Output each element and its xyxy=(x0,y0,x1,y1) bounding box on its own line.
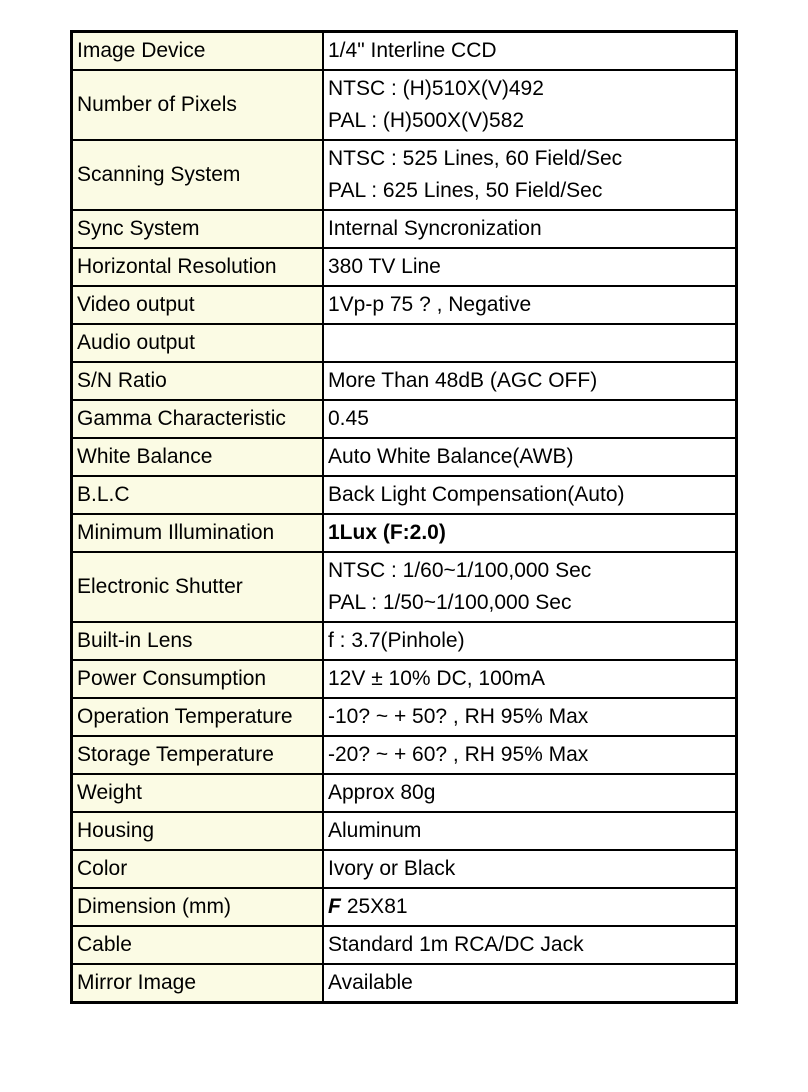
spec-row xyxy=(72,552,737,622)
spec-value xyxy=(323,622,737,660)
spec-label: Sync System xyxy=(72,210,324,248)
spec-value xyxy=(323,964,737,1003)
spec-label: Mirror Image xyxy=(72,964,324,1003)
spec-label: Horizontal Resolution xyxy=(72,248,324,286)
spec-value-line: Back Light Compensation(Auto) xyxy=(328,483,625,506)
spec-row xyxy=(72,926,737,964)
spec-row xyxy=(72,698,737,736)
spec-label: Operation Temperature xyxy=(72,698,324,736)
spec-label: B.L.C xyxy=(72,476,324,514)
spec-value-line: PAL : (H)500X(V)582 xyxy=(328,109,525,132)
spec-label: Built-in Lens xyxy=(72,622,324,660)
spec-row xyxy=(72,286,737,324)
spec-value xyxy=(323,286,737,324)
spec-value-line: Internal Syncronization xyxy=(328,217,542,240)
spec-value xyxy=(323,850,737,888)
spec-row xyxy=(72,476,737,514)
spec-row xyxy=(72,400,737,438)
spec-value xyxy=(323,736,737,774)
spec-value xyxy=(323,660,737,698)
spec-row xyxy=(72,622,737,660)
spec-value-line: f : 3.7(Pinhole) xyxy=(328,629,465,652)
spec-table-body xyxy=(72,32,737,1003)
spec-value-line: NTSC : 525 Lines, 60 Field/Sec xyxy=(328,147,623,170)
spec-value-line: NTSC : (H)510X(V)492 xyxy=(328,77,544,100)
spec-value-line: 0.45 xyxy=(328,407,369,430)
spec-row xyxy=(72,32,737,71)
spec-row xyxy=(72,362,737,400)
spec-table xyxy=(70,30,738,1004)
spec-label: Image Device xyxy=(72,32,324,71)
spec-row xyxy=(72,774,737,812)
spec-label: Electronic Shutter xyxy=(72,552,324,622)
spec-value-line: More Than 48dB (AGC OFF) xyxy=(328,369,598,392)
spec-value-line: PAL : 625 Lines, 50 Field/Sec xyxy=(328,179,603,202)
spec-label: Dimension (mm) xyxy=(72,888,324,926)
spec-value xyxy=(323,324,737,362)
spec-value xyxy=(323,248,737,286)
spec-row xyxy=(72,70,737,140)
spec-label: Power Consumption xyxy=(72,660,324,698)
spec-value-line: 380 TV Line xyxy=(328,255,441,278)
spec-value-line: 1Vp-p 75 ? , Negative xyxy=(328,293,532,316)
spec-value-line xyxy=(328,891,735,923)
spec-row xyxy=(72,324,737,362)
spec-value xyxy=(323,210,737,248)
spec-value-line: Ivory or Black xyxy=(328,857,456,880)
spec-value-line: Approx 80g xyxy=(328,781,436,804)
spec-value xyxy=(323,140,737,210)
spec-label: Scanning System xyxy=(72,140,324,210)
spec-value xyxy=(323,70,737,140)
spec-label: White Balance xyxy=(72,438,324,476)
spec-value-line: 12V ± 10% DC, 100mA xyxy=(328,667,545,690)
spec-value xyxy=(323,812,737,850)
spec-value-line: Aluminum xyxy=(328,819,422,842)
spec-row xyxy=(72,140,737,210)
spec-label: Color xyxy=(72,850,324,888)
spec-value-line: PAL : 1/50~1/100,000 Sec xyxy=(328,591,572,614)
spec-value xyxy=(323,552,737,622)
spec-label: S/N Ratio xyxy=(72,362,324,400)
spec-value-line: Standard 1m RCA/DC Jack xyxy=(328,933,584,956)
spec-row xyxy=(72,210,737,248)
spec-value xyxy=(323,774,737,812)
spec-label: Audio output xyxy=(72,324,324,362)
spec-row xyxy=(72,248,737,286)
spec-label: Weight xyxy=(72,774,324,812)
spec-row xyxy=(72,888,737,926)
spec-row xyxy=(72,850,737,888)
spec-row xyxy=(72,812,737,850)
spec-value xyxy=(323,438,737,476)
spec-value xyxy=(323,400,737,438)
spec-label: Housing xyxy=(72,812,324,850)
spec-value-line: Available xyxy=(328,971,413,994)
spec-row xyxy=(72,660,737,698)
spec-label: Number of Pixels xyxy=(72,70,324,140)
spec-row xyxy=(72,514,737,552)
spec-value-line: -10? ~ + 50? , RH 95% Max xyxy=(328,705,589,728)
spec-label: Minimum Illumination xyxy=(72,514,324,552)
spec-row xyxy=(72,438,737,476)
spec-value-line: Auto White Balance(AWB) xyxy=(328,445,574,468)
spec-value xyxy=(323,926,737,964)
spec-value xyxy=(323,698,737,736)
spec-value xyxy=(323,888,737,926)
spec-value-line: NTSC : 1/60~1/100,000 Sec xyxy=(328,559,592,582)
spec-value-line: 1Lux (F:2.0) xyxy=(328,521,446,544)
spec-label: Storage Temperature xyxy=(72,736,324,774)
spec-value xyxy=(323,476,737,514)
spec-row xyxy=(72,736,737,774)
spec-value xyxy=(323,362,737,400)
spec-value-text: 25X81 xyxy=(346,895,408,918)
spec-row xyxy=(72,964,737,1003)
spec-value xyxy=(323,514,737,552)
spec-label: Cable xyxy=(72,926,324,964)
diameter-symbol: F xyxy=(328,895,341,918)
spec-value xyxy=(323,32,737,71)
spec-label: Video output xyxy=(72,286,324,324)
spec-label: Gamma Characteristic xyxy=(72,400,324,438)
spec-value-line: -20? ~ + 60? , RH 95% Max xyxy=(328,743,589,766)
spec-value-line: 1/4" Interline CCD xyxy=(328,39,497,62)
